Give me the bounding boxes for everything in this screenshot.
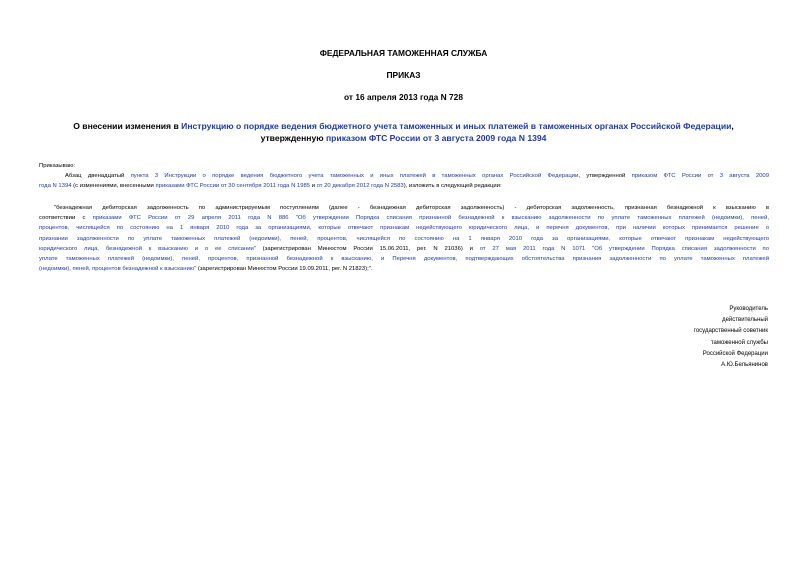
paragraph-amendment xyxy=(39,171,769,191)
order-1394-link[interactable]: приказом ФТС России от 3 августа 2009 года N 1394 xyxy=(325,133,547,143)
title-prefix: О внесении изменения в xyxy=(73,121,182,131)
order-1071-link[interactable]: от 27 мая 2011 года N 1071 "Об утверждении Порядка списания задолженности по xyxy=(479,245,769,252)
order-1071-link-end[interactable]: (недоимки), пеней, процентов безнадежной к взысканию" xyxy=(39,266,197,273)
paragraph-line: Абзац двенадцатый пункта 3 Инструкции о порядке ведения бюджетного учета таможенных и иных платежей в таможенных органах Российской Федерации, утвержденной приказом ФТС России от 3 августа 2009 xyxy=(65,173,769,179)
signature-line: Руководитель xyxy=(729,306,768,312)
signature-block xyxy=(694,304,768,371)
title-line-2 xyxy=(40,132,767,144)
document-title xyxy=(40,120,767,144)
signature-line: государственный советник xyxy=(693,328,768,335)
order-886-link-cont[interactable]: признании задолженности по уплате таможенных платежей (недоимки), пеней, процентов, числящейся по состоянию на 1 января 2010 года за организациями, которые отвечают признакам недействующего xyxy=(39,235,769,242)
signatory-name: А.Ю.Бельянинов xyxy=(721,362,768,369)
title-approved-text: утвержденную xyxy=(260,133,326,143)
order-886-link-cont[interactable]: процентов, числящейся по состоянию на 1 января 2010 года за организациями, которые отвечают признакам недействующего юридического лица, и перечня документов, при наличии которых принимается решение о xyxy=(39,225,769,232)
paragraph-line: соответствии с приказами ФТС России от 29 апреля 2011 года N 886 "Об утверждении Порядка списания признанной безнадежной к взысканию задолженности по уплате таможенных платежей (недоимки), пеней, xyxy=(39,215,769,222)
paragraph-line: (недоимки), пеней, процентов безнадежной к взысканию" (зарегистрирован Минюстом России 19.09.2011, рег. N 21823);". xyxy=(39,266,373,273)
doc-type-heading: ПРИКАЗ xyxy=(386,70,421,80)
order-1394-number-link[interactable]: года N 1394 xyxy=(39,183,72,190)
instruction-link[interactable]: Инструкцию о порядке ведения бюджетного учета таможенных и иных платежей в таможенных органах Российской Федерации xyxy=(181,121,732,131)
order-886-link[interactable]: приказами ФТС России от 29 апреля 2011 года N 886 "Об утверждении Порядка списания признанной безнадежной к взысканию задолженности по уплате таможенных платежей (недоимки), пеней, xyxy=(92,215,769,222)
signature-line: таможенной службы xyxy=(710,339,768,346)
paragraph-line xyxy=(39,223,769,233)
paragraph-line: юридического лица, безнадежной к взысканию и о ее списании" (зарегистрирован Минюстом России 15.06.2011, рег. N 21036) и от 27 мая 2011 года N 1071 "Об утверждении Порядка списания задолженности по xyxy=(39,245,769,252)
order-2583-link[interactable]: от 20 декабря 2012 года N 2583 xyxy=(316,183,404,190)
paragraph-line: "безнадежная дебиторская задолженность по администрируемым поступлениям (далее - безнадежная дебиторская задолженность) - дебиторская задолженность, признанная безнадежной к взысканию в xyxy=(54,205,769,211)
order-intro: Приказываю: xyxy=(39,163,76,169)
signature-line: действительный xyxy=(722,317,768,324)
clause-3-link[interactable]: пункта 3 Инструкции о порядке ведения бюджетного учета таможенных и иных платежей в таможенных органах Российской Федерации xyxy=(130,173,579,179)
signature-line: Российской Федерации xyxy=(702,350,768,357)
title-line-1 xyxy=(40,120,767,132)
paragraph-line: года N 1394 (с изменениями, внесенными приказами ФТС России от 30 сентября 2011 года N 1985 и от 20 декабря 2012 года N 2583), изложить в следующей редакции: xyxy=(39,183,502,190)
title-comma: , xyxy=(731,121,734,131)
date-number-heading: от 16 апреля 2013 года N 728 xyxy=(344,92,463,102)
order-1985-link[interactable]: приказами ФТС России от 30 сентября 2011 года N 1985 xyxy=(155,183,311,190)
agency-heading: ФЕДЕРАЛЬНАЯ ТАМОЖЕННАЯ СЛУЖБА xyxy=(319,48,488,58)
paragraph-line xyxy=(39,254,769,264)
paragraph-line xyxy=(39,234,769,244)
order-1071-link-cont[interactable]: уплате таможенных платежей (недоимки), пеней, процентов, признанной безнадежной к взысканию, и Перечня документов, подтверждающих обстоятельства признания задолженности по уплате таможенных платежей xyxy=(39,256,769,263)
paragraph-new-wording xyxy=(39,203,769,274)
order-1394-date-link[interactable]: приказом ФТС России от 3 августа 2009 xyxy=(631,173,769,179)
order-886-link-end[interactable]: юридического лица, безнадежной к взысканию и о ее списании" xyxy=(39,245,256,252)
